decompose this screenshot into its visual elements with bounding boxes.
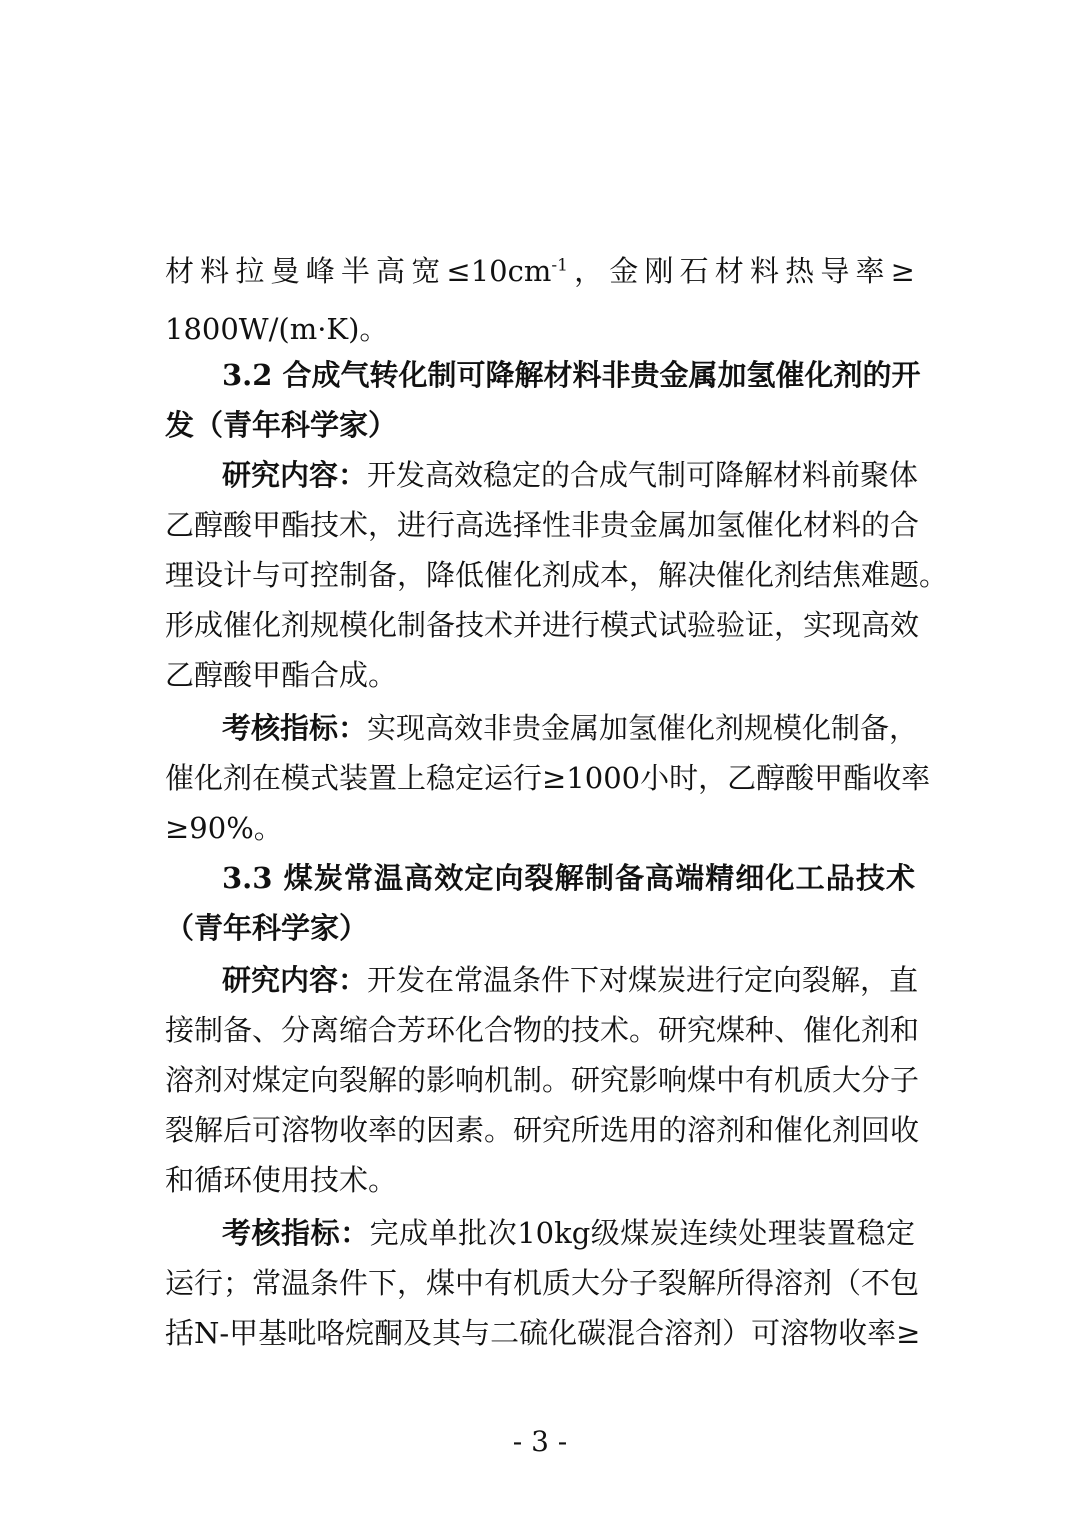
indicator-label: 考核指标： [222, 1216, 370, 1250]
text-span: ，金刚石材料热导率≥ [567, 254, 915, 288]
paragraph-line: 乙醇酸甲酯合成。 [165, 658, 398, 692]
paragraph-line [222, 453, 919, 497]
text-span: 完成单批次10kg级煤炭连续处理装置稳定 [369, 1216, 915, 1250]
section-heading: 3.2 合成气转化制可降解材料非贵金属加氢催化剂的开 [222, 358, 921, 392]
paragraph-line: 形成催化剂规模化制备技术并进行模式试验验证，实现高效 [165, 608, 920, 642]
paragraph-line: 接制备、分离缩合芳环化合物的技术。研究煤种、催化剂和 [165, 1013, 920, 1047]
text-span: 材料拉曼峰半高宽≤10cm [165, 254, 552, 288]
content-label: 研究内容： [222, 963, 368, 997]
paragraph-line [222, 1211, 915, 1255]
text-span: 实现高效非贵金属加氢催化剂规模化制备， [367, 711, 919, 745]
paragraph-line: 运行；常温条件下，煤中有机质大分子裂解所得溶剂（不包 [165, 1266, 920, 1300]
paragraph-line: 和循环使用技术。 [165, 1163, 398, 1197]
section-heading: 发（青年科学家） [165, 408, 398, 442]
paragraph-line: 理设计与可控制备，降低催化剂成本，解决催化剂结焦难题。 [165, 558, 949, 592]
text-span: 开发高效稳定的合成气制可降解材料前聚体 [367, 458, 919, 492]
indicator-label: 考核指标： [222, 711, 368, 745]
section-heading: （青年科学家） [165, 911, 369, 945]
text-span: 开发在常温条件下对煤炭进行定向裂解，直 [367, 963, 919, 997]
paragraph-line: ≥90%。 [165, 811, 283, 845]
paragraph-line: 溶剂对煤定向裂解的影响机制。研究影响煤中有机质大分子 [165, 1063, 920, 1097]
paragraph-line: 1800W/(m·K)。 [165, 312, 389, 346]
section-heading: 3.3 煤炭常温高效定向裂解制备高端精细化工品技术 [222, 861, 915, 895]
paragraph-line [222, 706, 919, 750]
paragraph-line [165, 249, 915, 293]
content-label: 研究内容： [222, 458, 368, 492]
paragraph-line: 裂解后可溶物收率的因素。研究所选用的溶剂和催化剂回收 [165, 1113, 920, 1147]
paragraph-line: 乙醇酸甲酯技术，进行高选择性非贵金属加氢催化材料的合 [165, 508, 920, 542]
paragraph-line [222, 958, 919, 1002]
paragraph-line: 催化剂在模式装置上稳定运行≥1000小时，乙醇酸甲酯收率 [165, 761, 931, 795]
superscript: -1 [551, 255, 568, 276]
paragraph-line: 括N-甲基吡咯烷酮及其与二硫化碳混合溶剂）可溶物收率≥ [165, 1316, 921, 1350]
page-number: - 3 - [512, 1425, 568, 1458]
